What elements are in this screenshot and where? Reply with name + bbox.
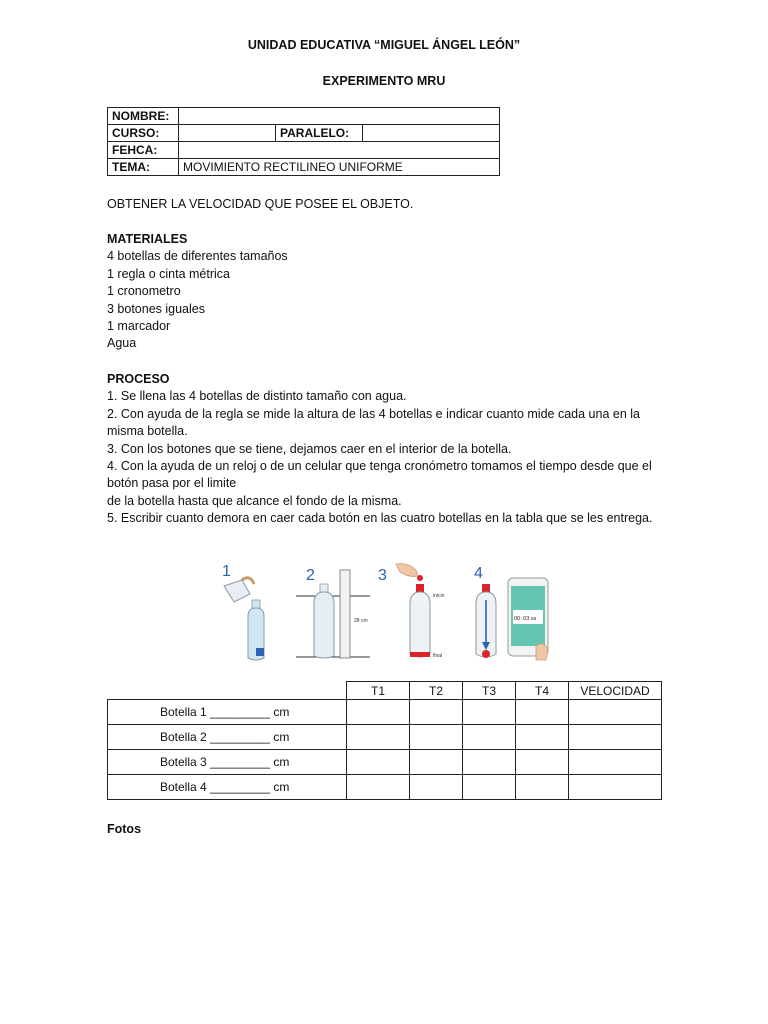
velocidad-cell[interactable]	[569, 700, 662, 725]
photos-label: Fotos	[107, 822, 142, 836]
results-header-t4: T4	[516, 682, 569, 700]
t1-cell[interactable]	[347, 725, 410, 750]
process-line: 3. Con los botones que se tiene, dejamos caer en el interior de la botella.	[107, 441, 512, 456]
fecha-field[interactable]	[179, 142, 500, 159]
student-info-table	[107, 107, 500, 176]
info-row-curso	[108, 125, 500, 142]
t3-cell[interactable]	[463, 750, 516, 775]
info-row-fecha	[108, 142, 500, 159]
results-header-row	[108, 682, 662, 700]
objective-text: OBTENER LA VELOCIDAD QUE POSEE EL OBJETO.	[107, 197, 414, 211]
bottle-label: Botella 4 _________ cm	[108, 775, 347, 800]
velocidad-cell[interactable]	[569, 725, 662, 750]
t4-cell[interactable]	[516, 775, 569, 800]
bottle-label: Botella 3 _________ cm	[108, 750, 347, 775]
process-heading: PROCESO	[107, 372, 170, 386]
bottle-icon	[410, 584, 430, 657]
process-line: botón pasa por el limite	[107, 476, 237, 491]
t3-cell[interactable]	[463, 700, 516, 725]
results-table	[107, 681, 662, 800]
step-number-3: 3	[378, 567, 387, 584]
t1-cell[interactable]	[347, 700, 410, 725]
curso-label: CURSO:	[108, 125, 179, 142]
experiment-steps-illustration	[220, 560, 560, 664]
nombre-label: NOMBRE:	[108, 108, 179, 125]
process-line: 5. Escribir cuanto demora en caer cada botón en las cuatro botellas en la tabla que se les entrega.	[107, 511, 653, 526]
t2-cell[interactable]	[410, 775, 463, 800]
materials-heading: MATERIALES	[107, 232, 188, 246]
step-number-1: 1	[222, 563, 231, 580]
materials-item: Agua	[107, 336, 137, 351]
velocidad-cell[interactable]	[569, 750, 662, 775]
school-name: UNIDAD EDUCATIVA “MIGUEL ÁNGEL LEÓN”	[247, 38, 521, 52]
end-label: final	[433, 653, 443, 659]
bottle-icon	[314, 584, 334, 658]
curso-field[interactable]	[179, 125, 276, 142]
experiment-title: EXPERIMENTO MRU	[322, 74, 446, 88]
hand-icon	[536, 644, 548, 660]
paralelo-label: PARALELO:	[276, 125, 363, 142]
process-line: 2. Con ayuda de la regla se mide la altura de las 4 botellas e indicar cuanto mide cada una en la	[107, 406, 640, 421]
ruler-label: 28 cm	[354, 618, 368, 624]
t2-cell[interactable]	[410, 750, 463, 775]
t4-cell[interactable]	[516, 700, 569, 725]
stopwatch-reading: 00: 03 ss	[514, 616, 537, 622]
t4-cell[interactable]	[516, 725, 569, 750]
t2-cell[interactable]	[410, 700, 463, 725]
materials-item: 1 marcador	[107, 319, 171, 334]
pouring-jug-icon	[224, 578, 254, 602]
process-line: de la botella hasta que alcance el fondo de la misma.	[107, 493, 402, 508]
bottle-icon	[248, 600, 264, 660]
process-line: misma botella.	[107, 424, 188, 439]
results-header-t2: T2	[410, 682, 463, 700]
step-number-2: 2	[306, 567, 315, 584]
t2-cell[interactable]	[410, 725, 463, 750]
paralelo-field[interactable]	[363, 125, 500, 142]
table-row	[108, 775, 662, 800]
materials-section	[107, 231, 667, 353]
results-header-blank	[108, 682, 347, 700]
bottle-label: Botella 2 _________ cm	[108, 725, 347, 750]
ruler-icon	[340, 570, 350, 658]
t1-cell[interactable]	[347, 775, 410, 800]
hand-icon	[396, 564, 418, 577]
process-line: 1. Se llena las 4 botellas de distinto tamaño con agua.	[107, 389, 407, 404]
process-section	[107, 371, 667, 528]
button-bottom-icon	[482, 650, 490, 658]
results-header-t3: T3	[463, 682, 516, 700]
start-label: inicio	[433, 593, 445, 599]
t4-cell[interactable]	[516, 750, 569, 775]
tema-label: TEMA:	[108, 159, 179, 176]
info-row-nombre	[108, 108, 500, 125]
tema-value: MOVIMIENTO RECTILINEO UNIFORME	[179, 159, 500, 176]
table-row	[108, 750, 662, 775]
t3-cell[interactable]	[463, 725, 516, 750]
results-header-t1: T1	[347, 682, 410, 700]
t1-cell[interactable]	[347, 750, 410, 775]
t3-cell[interactable]	[463, 775, 516, 800]
nombre-field[interactable]	[179, 108, 500, 125]
step-number-4: 4	[474, 565, 483, 582]
velocidad-cell[interactable]	[569, 775, 662, 800]
materials-item: 3 botones iguales	[107, 301, 205, 316]
fecha-label: FEHCA:	[108, 142, 179, 159]
info-row-tema	[108, 159, 500, 176]
table-row	[108, 700, 662, 725]
table-row	[108, 725, 662, 750]
results-header-velocidad: VELOCIDAD	[569, 682, 662, 700]
materials-item: 4 botellas de diferentes tamaños	[107, 249, 288, 264]
process-line: 4. Con la ayuda de un reloj o de un celular que tenga cronómetro tomamos el tiempo desde que el	[107, 459, 652, 474]
falling-button-icon	[417, 575, 423, 581]
materials-item: 1 cronometro	[107, 284, 181, 299]
bottle-label: Botella 1 _________ cm	[108, 700, 347, 725]
materials-item: 1 regla o cinta métrica	[107, 266, 230, 281]
